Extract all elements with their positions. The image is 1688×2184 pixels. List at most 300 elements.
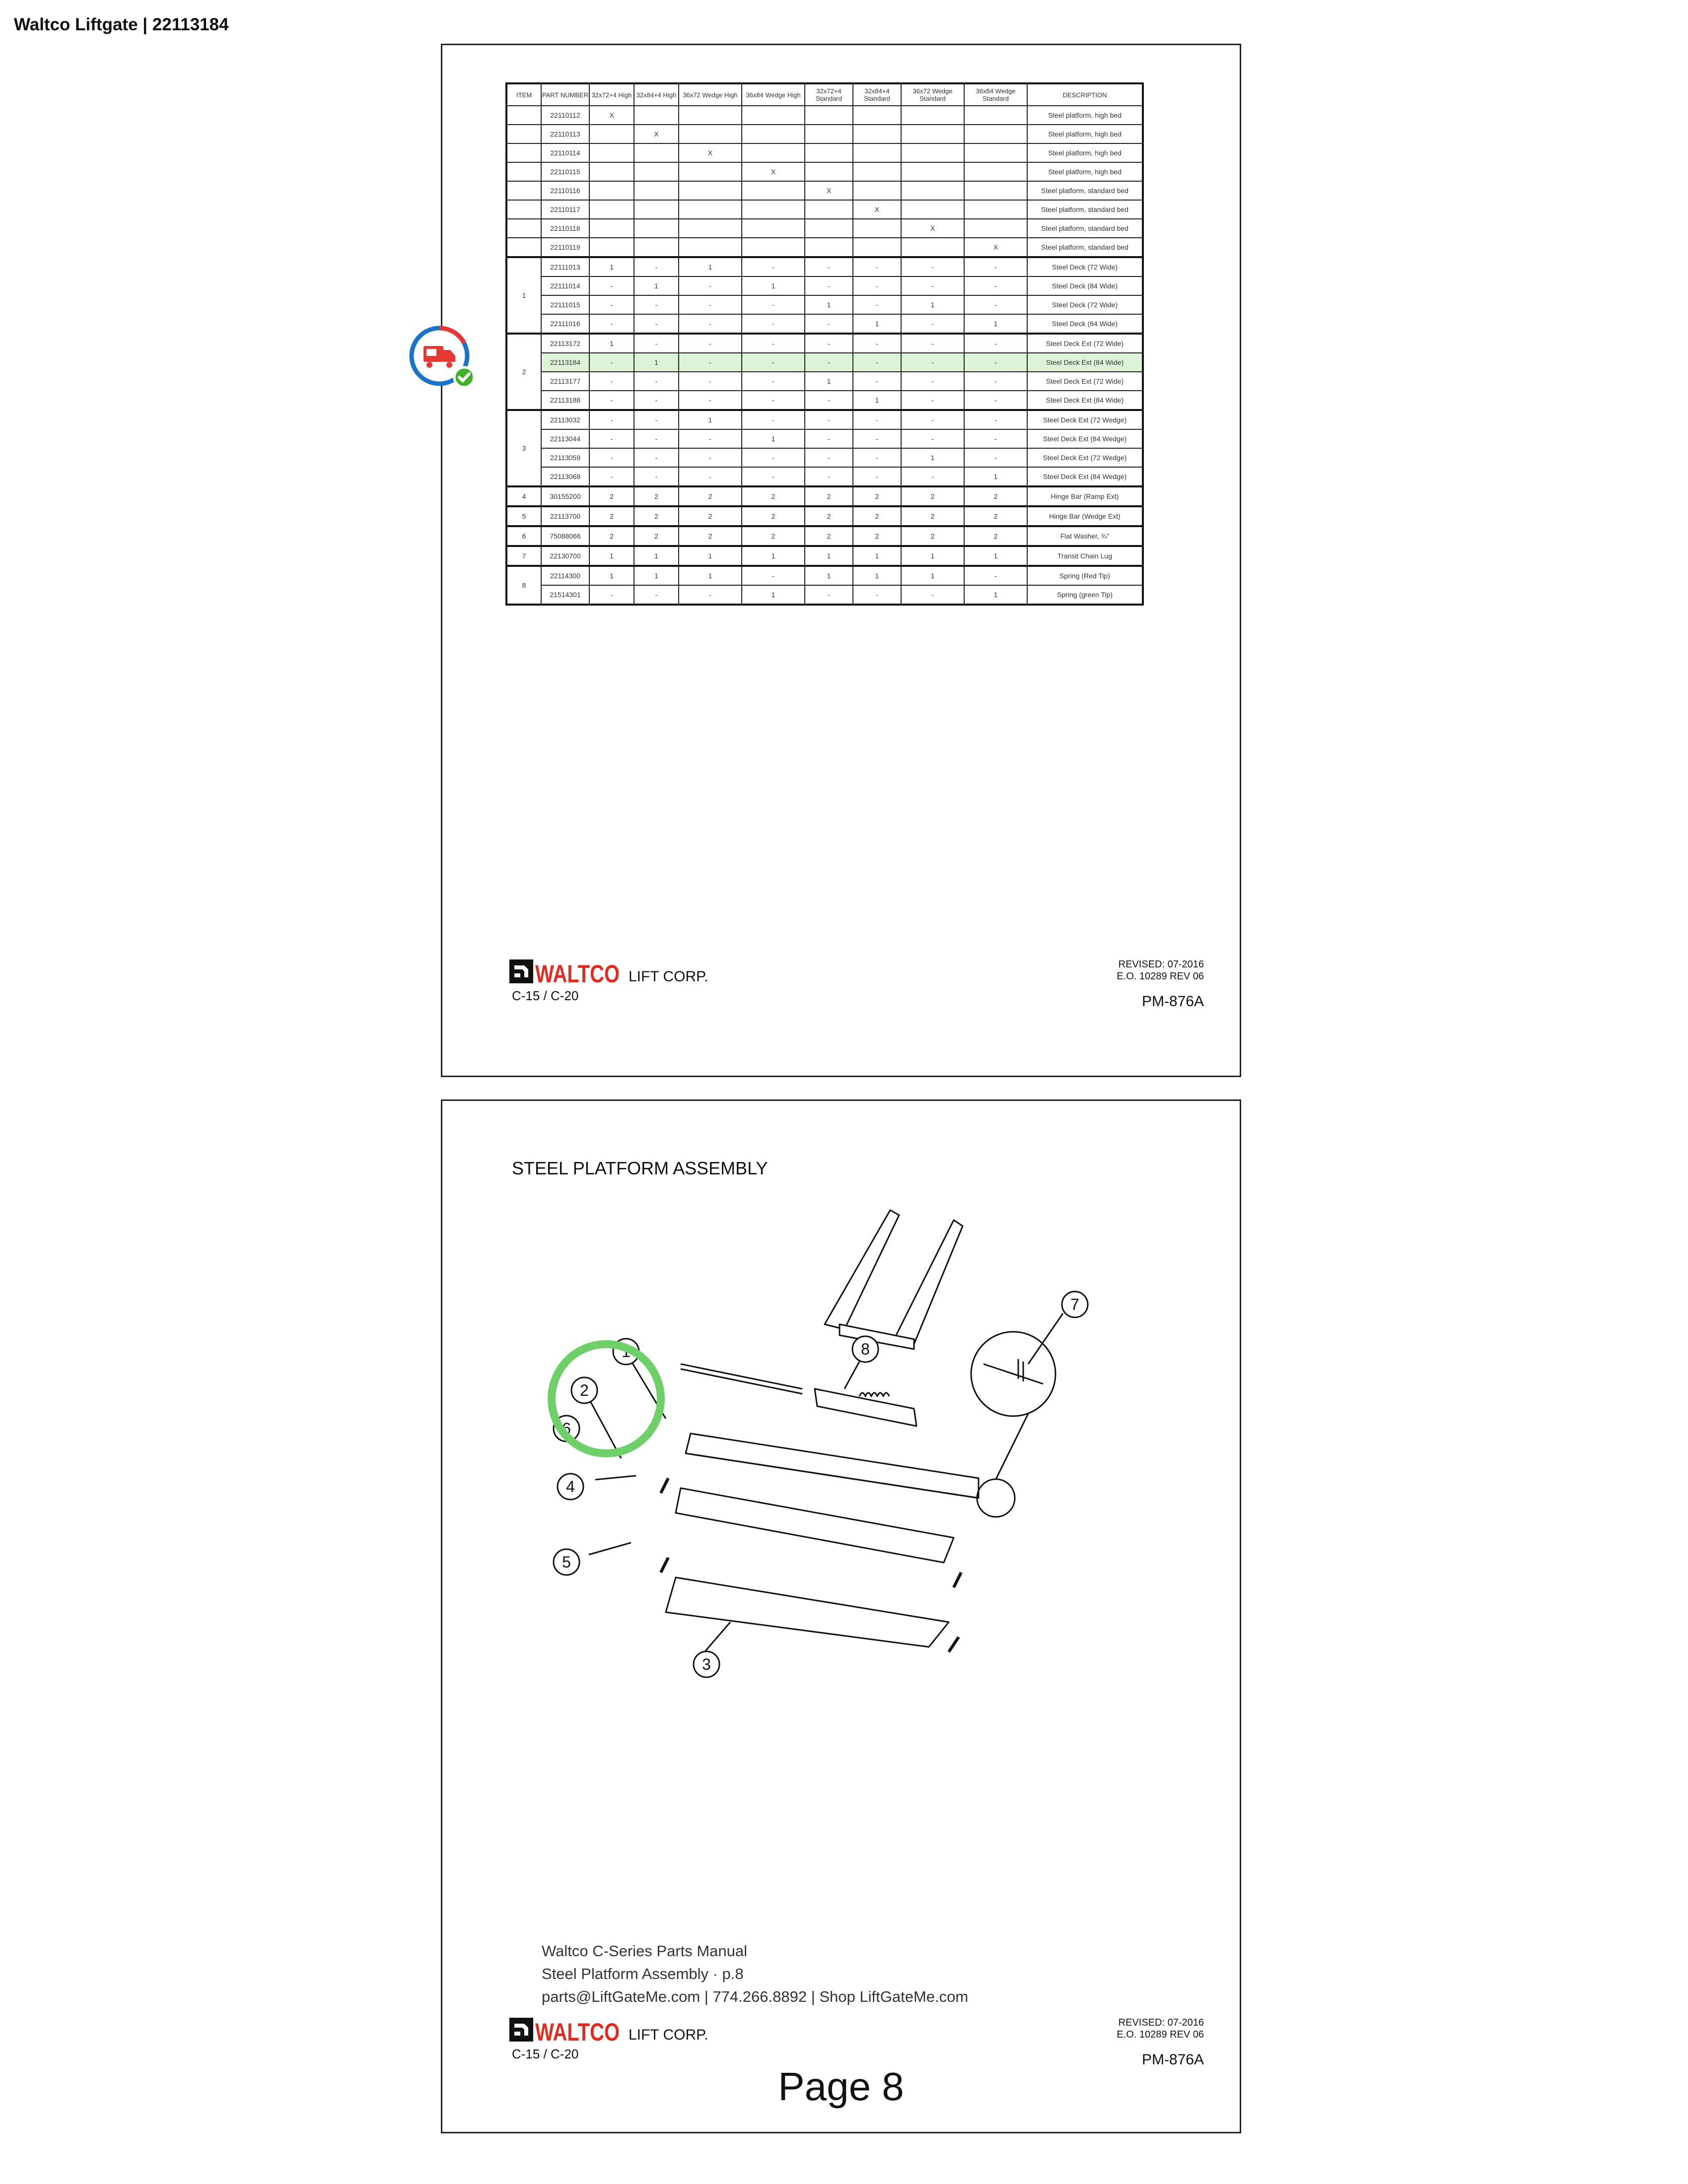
part-number-cell[interactable]: 75088066 [541,526,589,546]
qty-cell: 1 [901,295,964,314]
qty-cell: 2 [589,506,634,526]
table-row [506,585,1143,605]
qty-cell: 2 [853,506,901,526]
qty-cell: - [901,410,964,429]
truck-check-icon[interactable] [409,325,478,395]
qty-cell: - [742,314,805,334]
item-cell [506,162,541,181]
qty-cell: - [964,372,1027,391]
svg-text:4: 4 [566,1478,575,1496]
qty-cell: 2 [634,486,679,506]
qty-cell: - [964,391,1027,410]
part-number-cell[interactable]: 21514301 [541,585,589,605]
qty-cell: - [853,448,901,467]
qty-cell: - [853,429,901,448]
qty-cell: 1 [742,276,805,295]
qty-cell: X [589,106,634,125]
qty-cell: - [742,566,805,585]
table-row [506,353,1143,372]
qty-cell: - [589,585,634,605]
qty-cell: - [853,276,901,295]
qty-cell: - [805,334,853,353]
item-cell [506,219,541,238]
svg-text:3: 3 [702,1655,711,1673]
table-row [506,566,1143,585]
table-row [506,200,1143,219]
part-number-cell[interactable]: 22110114 [541,143,589,162]
qty-cell: - [679,391,742,410]
qty-cell: - [805,585,853,605]
part-number-cell[interactable]: 22110118 [541,219,589,238]
qty-cell: X [853,200,901,219]
svg-text:1: 1 [622,1343,631,1361]
item-cell [506,200,541,219]
qty-cell [634,219,679,238]
revision-info [1117,2017,1204,2041]
description-cell: Steel Deck Ext (84 Wedge) [1027,429,1143,448]
table-row [506,506,1143,526]
qty-cell [901,106,964,125]
qty-cell [853,219,901,238]
table-header-cell: 32x84+4 High [634,83,679,106]
qty-cell: 1 [901,566,964,585]
torsion-rod [681,1364,802,1389]
qty-cell: 2 [742,486,805,506]
qty-cell: - [679,372,742,391]
qty-cell: - [634,257,679,276]
item-cell: 7 [506,546,541,566]
table-header-cell: PART NUMBER [541,83,589,106]
description-cell: Steel Deck Ext (84 Wide) [1027,353,1143,372]
qty-cell: - [805,257,853,276]
qty-cell: - [901,314,964,334]
description-cell: Steel platform, standard bed [1027,200,1143,219]
deck-3-wedge [666,1577,949,1647]
qty-cell: 1 [679,257,742,276]
svg-text:2: 2 [580,1381,589,1399]
qty-cell: - [742,372,805,391]
qty-cell [805,200,853,219]
part-number-cell[interactable]: 22113184 [541,353,589,372]
qty-cell: - [901,372,964,391]
qty-cell: 2 [964,526,1027,546]
qty-cell [901,143,964,162]
qty-cell: - [853,372,901,391]
description-cell: Hinge Bar (Wedge Ext) [1027,506,1143,526]
qty-cell: 1 [853,546,901,566]
qty-cell: - [805,314,853,334]
qty-cell: 2 [634,506,679,526]
description-cell: Steel platform, high bed [1027,143,1143,162]
qty-cell: 2 [742,526,805,546]
description-cell: Steel Deck Ext (72 Wide) [1027,334,1143,353]
qty-cell [742,219,805,238]
qty-cell: - [589,295,634,314]
table-row [506,106,1143,125]
table-row [506,448,1143,467]
lift-corp-text: LIFT CORP. [629,2027,708,2043]
qty-cell: - [742,448,805,467]
qty-cell: X [964,238,1027,257]
qty-cell [679,106,742,125]
qty-cell: - [679,314,742,334]
table-row [506,125,1143,143]
qty-cell [679,200,742,219]
qty-cell: 1 [634,276,679,295]
item-cell: 3 [506,410,541,486]
part-number-cell[interactable]: 22110117 [541,200,589,219]
description-cell: Steel Deck Ext (84 Wide) [1027,391,1143,410]
qty-cell: 2 [805,506,853,526]
part-number-cell[interactable]: 22113059 [541,448,589,467]
table-row [506,486,1143,506]
frame-left-arm [825,1210,899,1329]
manual-page-parts-table [441,44,1241,1077]
qty-cell: 2 [589,486,634,506]
qty-cell [901,200,964,219]
manual-page-assembly [441,1099,1241,2133]
qty-cell: - [805,391,853,410]
qty-cell [679,181,742,200]
qty-cell: 2 [679,486,742,506]
qty-cell [634,200,679,219]
qty-cell [805,238,853,257]
qty-cell: - [742,295,805,314]
item-cell [506,125,541,143]
qty-cell [589,162,634,181]
qty-cell [742,106,805,125]
qty-cell [964,106,1027,125]
qty-cell: - [805,448,853,467]
table-header-cell: DESCRIPTION [1027,83,1143,106]
qty-cell [742,181,805,200]
qty-cell: 2 [679,526,742,546]
part-number-cell[interactable]: 22111013 [541,257,589,276]
part-number-cell[interactable]: 22111016 [541,314,589,334]
revised-text: REVISED: 07-2016 [1118,959,1204,970]
description-cell: Steel Deck (72 Wide) [1027,295,1143,314]
table-row [506,334,1143,353]
part-number-cell[interactable]: 22111014 [541,276,589,295]
part-number-cell[interactable]: 22110116 [541,181,589,200]
part-number-cell[interactable]: 22113700 [541,506,589,526]
frame-right-arm [894,1220,963,1344]
item-cell: 8 [506,566,541,605]
qty-cell: 2 [679,506,742,526]
table-row [506,219,1143,238]
qty-cell [742,238,805,257]
qty-cell: - [589,372,634,391]
qty-cell: - [964,353,1027,372]
qty-cell: - [679,448,742,467]
description-cell: Steel Deck (84 Wide) [1027,314,1143,334]
qty-cell: - [901,429,964,448]
item-cell: 6 [506,526,541,546]
qty-cell: - [679,295,742,314]
deck-1 [686,1433,979,1498]
qty-cell: - [901,391,964,410]
manual-title: Waltco C-Series Parts Manual [542,1942,748,1960]
revised-text: REVISED: 07-2016 [1118,2017,1204,2028]
part-number-cell[interactable]: 22110119 [541,238,589,257]
part-number-cell[interactable]: 22113188 [541,391,589,410]
qty-cell [679,238,742,257]
qty-cell: - [634,334,679,353]
qty-cell [964,200,1027,219]
qty-cell: - [679,467,742,486]
qty-cell: 2 [901,506,964,526]
page-number: Page 8 [778,2064,904,2109]
qty-cell [853,181,901,200]
qty-cell: - [589,391,634,410]
manual-info [542,1940,968,2008]
part-number-cell[interactable]: 22110113 [541,125,589,143]
qty-cell: 1 [634,546,679,566]
qty-cell [901,162,964,181]
qty-cell: - [964,276,1027,295]
qty-cell: 2 [742,506,805,526]
qty-cell: X [805,181,853,200]
table-row [506,467,1143,486]
table-header-cell: 32x84+4 Standard [853,83,901,106]
description-cell: Steel platform, standard bed [1027,219,1143,238]
part-number-cell[interactable]: 22110115 [541,162,589,181]
qty-cell [589,200,634,219]
qty-cell [805,219,853,238]
qty-cell: 1 [853,391,901,410]
qty-cell: X [679,143,742,162]
qty-cell: 1 [964,467,1027,486]
qty-cell [853,125,901,143]
qty-cell: - [964,410,1027,429]
table-row [506,295,1143,314]
qty-cell: - [853,410,901,429]
qty-cell [742,143,805,162]
model-text: C-15 / C-20 [512,2047,579,2061]
qty-cell: - [679,353,742,372]
qty-cell [805,162,853,181]
qty-cell [853,162,901,181]
qty-cell: 2 [964,506,1027,526]
part-number-cell[interactable]: 22113172 [541,334,589,353]
part-number-cell[interactable]: 22113177 [541,372,589,391]
description-cell: Steel Deck (84 Wide) [1027,276,1143,295]
qty-cell: - [901,353,964,372]
qty-cell: - [742,334,805,353]
qty-cell: 1 [589,566,634,585]
qty-cell: 1 [634,353,679,372]
qty-cell [964,181,1027,200]
qty-cell: - [964,448,1027,467]
description-cell: Steel platform, high bed [1027,106,1143,125]
svg-text:WALTCO: WALTCO [535,960,620,988]
description-cell: Steel platform, standard bed [1027,238,1143,257]
table-row [506,143,1143,162]
table-header-cell: 36x84 Wedge Standard [964,83,1027,106]
part-number-cell[interactable]: 22111015 [541,295,589,314]
qty-cell: - [589,467,634,486]
table-row [506,391,1143,410]
qty-cell [742,200,805,219]
qty-cell: 2 [901,526,964,546]
qty-cell: - [805,276,853,295]
qty-cell: - [853,353,901,372]
manual-section: Steel Platform Assembly · p.8 [542,1965,744,1982]
qty-cell: - [589,410,634,429]
qty-cell: 1 [964,314,1027,334]
qty-cell: - [901,467,964,486]
item-cell [506,106,541,125]
qty-cell: 1 [742,546,805,566]
description-cell: Spring (Red Tip) [1027,566,1143,585]
qty-cell: - [964,295,1027,314]
qty-cell: X [742,162,805,181]
platform-assembly-diagram [517,1200,1162,1771]
qty-cell [964,219,1027,238]
qty-cell [901,125,964,143]
qty-cell: 1 [805,546,853,566]
qty-cell: 2 [805,486,853,506]
qty-cell: 1 [805,295,853,314]
qty-cell [964,125,1027,143]
qty-cell: - [589,314,634,334]
qty-cell: - [853,295,901,314]
qty-cell: - [634,585,679,605]
part-number-cell[interactable]: 22110112 [541,106,589,125]
svg-text:7: 7 [1070,1296,1079,1313]
qty-cell [805,143,853,162]
description-cell: Steel Deck Ext (72 Wide) [1027,372,1143,391]
qty-cell [853,106,901,125]
part-number-cell[interactable]: 30155200 [541,486,589,506]
qty-cell [589,219,634,238]
qty-cell: - [679,429,742,448]
item-cell: 1 [506,257,541,334]
qty-cell: - [589,429,634,448]
model-text: C-15 / C-20 [512,988,579,1003]
table-row [506,526,1143,546]
qty-cell [964,143,1027,162]
qty-cell: 1 [589,546,634,566]
qty-cell: X [901,219,964,238]
qty-cell: 1 [679,410,742,429]
qty-cell: - [634,410,679,429]
page-footer [442,958,1240,1028]
revision-info [1117,958,1204,982]
contact-link[interactable]: parts@LiftGateMe.com | 774.266.8892 | Shop LiftGateMe.com [542,1988,969,2005]
description-cell: Steel platform, high bed [1027,125,1143,143]
qty-cell: 1 [679,566,742,585]
qty-cell [679,125,742,143]
qty-cell: - [634,391,679,410]
qty-cell [853,143,901,162]
assembly-title: STEEL PLATFORM ASSEMBLY [512,1158,768,1178]
qty-cell: 1 [634,566,679,585]
qty-cell: - [853,585,901,605]
qty-cell: - [805,353,853,372]
item-cell: 2 [506,334,541,410]
svg-text:6: 6 [562,1420,571,1437]
qty-cell: 1 [853,566,901,585]
qty-cell: - [901,257,964,276]
qty-cell [679,162,742,181]
qty-cell [679,219,742,238]
qty-cell [634,181,679,200]
description-cell: Hinge Bar (Ramp Ext) [1027,486,1143,506]
qty-cell: 2 [853,486,901,506]
qty-cell: 1 [853,314,901,334]
part-number-cell[interactable]: 22114300 [541,566,589,585]
table-row [506,257,1143,276]
qty-cell: - [964,566,1027,585]
table-header-cell: ITEM [506,83,541,106]
qty-cell: 1 [805,566,853,585]
table-row [506,429,1143,448]
qty-cell: 2 [805,526,853,546]
qty-cell: 1 [901,546,964,566]
table-row [506,276,1143,295]
qty-cell [634,162,679,181]
qty-cell: 2 [634,526,679,546]
qty-cell: - [679,334,742,353]
qty-cell: - [901,334,964,353]
qty-cell: - [742,410,805,429]
qty-cell: - [742,257,805,276]
qty-cell: - [805,467,853,486]
description-cell: Steel platform, high bed [1027,162,1143,181]
table-header-cell: 36x72 Wedge Standard [901,83,964,106]
table-header-cell: 36x84 Wedge High [742,83,805,106]
qty-cell [742,125,805,143]
spring-coil [859,1393,889,1396]
qty-cell: - [679,585,742,605]
table-header-cell: 32x72+4 Standard [805,83,853,106]
table-header-cell: 32x72+4 High [589,83,634,106]
item-cell [506,238,541,257]
table-row [506,162,1143,181]
qty-cell: - [634,295,679,314]
item-cell: 4 [506,486,541,506]
qty-cell [589,181,634,200]
svg-text:8: 8 [861,1340,870,1358]
qty-cell [901,181,964,200]
qty-cell [634,106,679,125]
qty-cell: - [964,334,1027,353]
qty-cell: 1 [964,585,1027,605]
pm-number: PM-876A [1141,993,1204,1010]
description-cell: Steel Deck Ext (84 Wedge) [1027,467,1143,486]
qty-cell: - [589,276,634,295]
qty-cell: - [634,372,679,391]
qty-cell: 2 [853,526,901,546]
qty-cell [964,162,1027,181]
part-number-cell[interactable]: 22113044 [541,429,589,448]
description-cell: Transit Chain Lug [1027,546,1143,566]
qty-cell: - [679,276,742,295]
qty-cell: - [742,391,805,410]
part-number-cell[interactable]: 22113032 [541,410,589,429]
part-number-cell[interactable]: 22113068 [541,467,589,486]
table-row [506,238,1143,257]
table-row [506,372,1143,391]
qty-cell: - [589,353,634,372]
table-header-cell: 36x72 Wedge High [679,83,742,106]
qty-cell: - [742,353,805,372]
deck-2-ext [676,1488,954,1563]
qty-cell [589,238,634,257]
part-number-cell[interactable]: 22130700 [541,546,589,566]
qty-cell: 2 [964,486,1027,506]
